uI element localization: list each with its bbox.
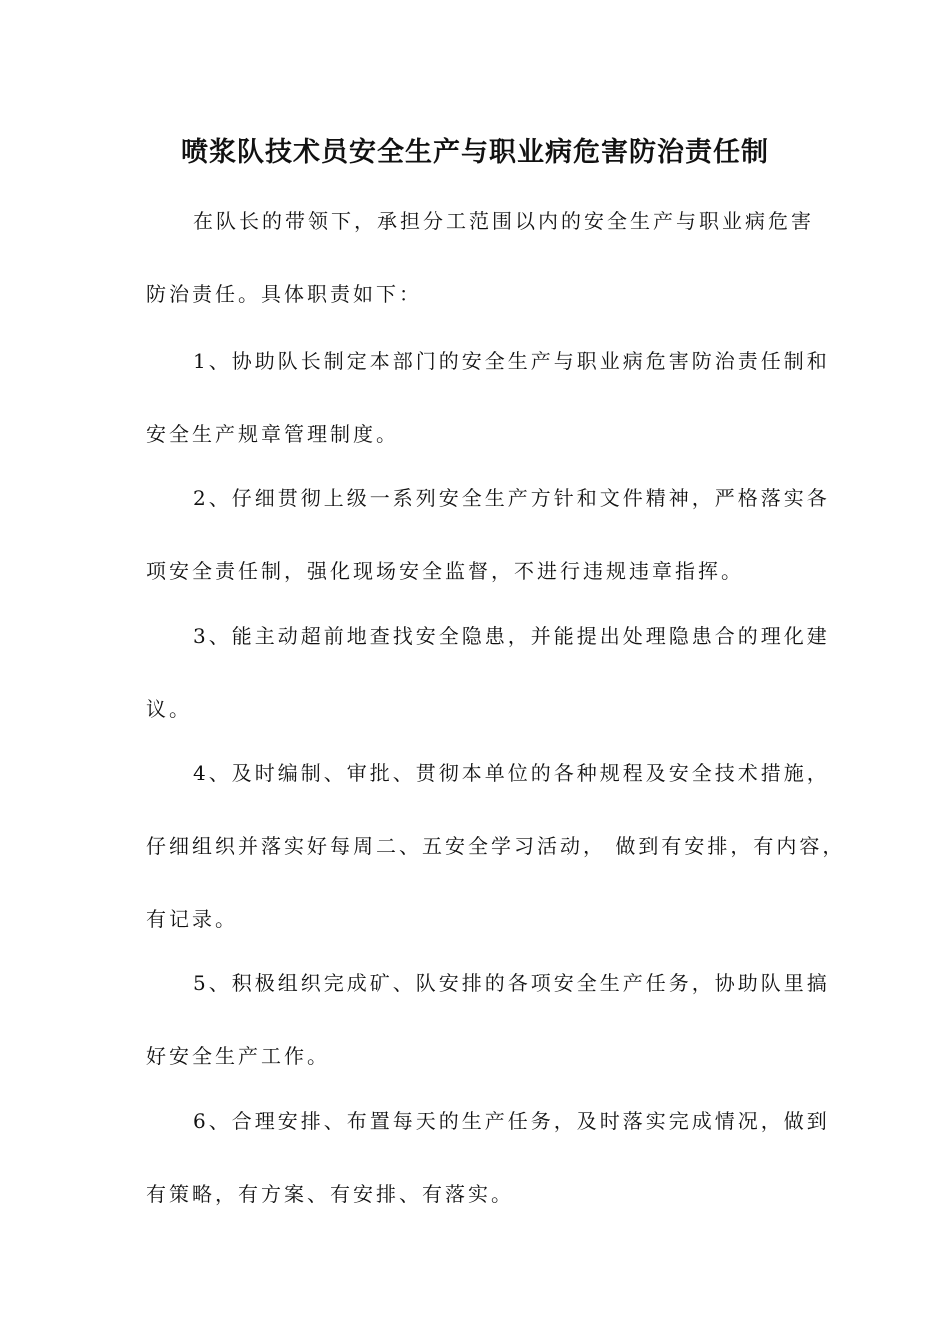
item-5-line-1: 5、积极组织完成矿、队安排的各项安全生产任务，协助队里搞 xyxy=(193,971,830,995)
item-3-line-2: 议。 xyxy=(146,697,192,721)
item-5-line-2: 好安全生产工作。 xyxy=(146,1044,330,1068)
item-4-line-2: 仔细组织并落实好每周二、五安全学习活动， 做到有安排，有内容， xyxy=(146,834,846,858)
item-2-line-2: 项安全责任制，强化现场安全监督，不进行违规违章指挥。 xyxy=(146,559,744,583)
intro-line-2: 防治责任。具体职责如下： xyxy=(146,282,422,306)
item-1-line-1: 1、协助队长制定本部门的安全生产与职业病危害防治责任制和 xyxy=(193,349,830,373)
item-4-line-1: 4、及时编制、审批、贯彻本单位的各种规程及安全技术措施， xyxy=(193,761,830,785)
document-title: 喷浆队技术员安全生产与职业病危害防治责任制 xyxy=(181,137,769,168)
item-4-line-3: 有记录。 xyxy=(146,907,238,931)
item-1-line-2: 安全生产规章管理制度。 xyxy=(146,422,399,446)
item-6-line-2: 有策略，有方案、有安排、有落实。 xyxy=(146,1182,514,1206)
item-3-line-1: 3、能主动超前地查找安全隐患，并能提出处理隐患合的理化建 xyxy=(193,624,830,648)
item-6-line-1: 6、合理安排、布置每天的生产任务，及时落实完成情况，做到 xyxy=(193,1109,830,1133)
item-2-line-1: 2、仔细贯彻上级一系列安全生产方针和文件精神，严格落实各 xyxy=(193,486,830,510)
intro-line-1: 在队长的带领下，承担分工范围以内的安全生产与职业病危害 xyxy=(193,209,814,233)
